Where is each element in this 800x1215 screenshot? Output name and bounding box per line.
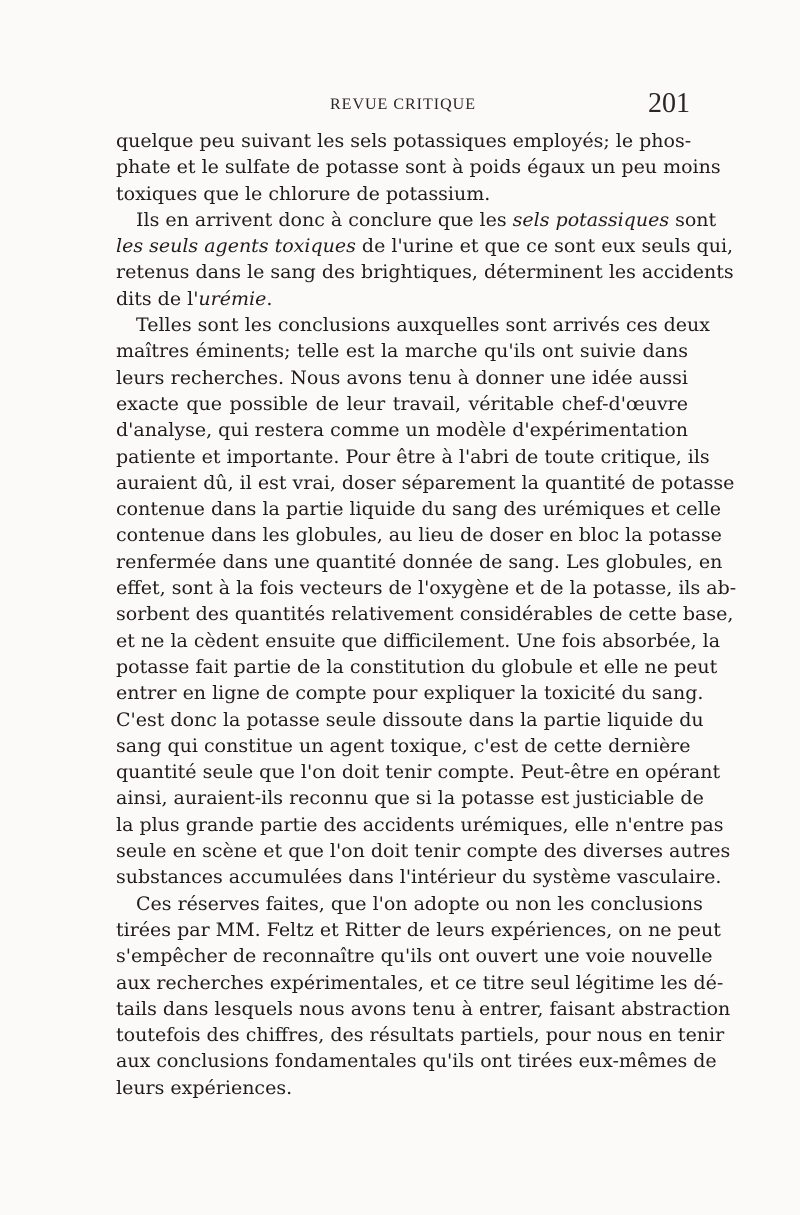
text-line: quantité seule que l'on doit tenir compte. Peut-être en opérant [116,761,721,784]
text-line: effet, sont à la fois vecteurs de l'oxygène et de la potasse, ils ab- [116,577,737,600]
text-line: les seuls agents toxiques de l'urine et que ce sont eux seuls qui, [116,235,734,258]
text-line: Telles sont les conclusions auxquelles sont arrivés ces deux [136,314,710,337]
text-line: sang qui constitue un agent toxique, c'est de cette dernière [116,734,691,757]
text-line: leurs expériences. [116,1076,293,1099]
text-line: tails dans lesquels nous avons tenu à entrer, faisant abstraction [116,997,731,1020]
text-line: entrer en ligne de compte pour expliquer la toxicité du sang. [116,682,704,705]
text-line: retenus dans le sang des brightiques, déterminent les accidents [116,261,734,284]
text-line: renfermée dans une quantité donnée de sang. Les globules, en [116,550,723,573]
page-number: 201 [648,88,690,119]
italic-phrase: les seuls agents toxiques [116,235,356,258]
text-line: patiente et importante. Pour être à l'abri de toute critique, ils [116,445,710,468]
text-line: ainsi, auraient-ils reconnu que si la potasse est justiciable de [116,787,704,810]
text-line: contenue dans les globules, au lieu de doser en bloc la potasse [116,524,722,547]
text-line: d'analyse, qui restera comme un modèle d'expérimentation [116,419,688,442]
text-line: contenue dans la partie liquide du sang des urémiques et celle [116,498,722,521]
text-line: dits de l'urémie. [116,287,273,310]
text-line: leurs recherches. Nous avons tenu à donner une idée aussi [116,366,688,389]
text-line: la plus grande partie des accidents urémiques, elle n'entre pas [116,813,724,836]
text-line: et ne la cèdent ensuite que difficilement. Une fois absorbée, la [116,629,721,652]
text-line: C'est donc la potasse seule dissoute dans la partie liquide du [116,708,704,731]
text-line: auraient dû, il est vrai, doser séparement la quantité de potasse [116,471,735,494]
text-line: phate et le sulfate de potasse sont à poids égaux un peu moins [116,156,721,179]
text-line: s'empêcher de reconnaître qu'ils ont ouvert une voie nouvelle [116,945,713,968]
text-line: substances accumulées dans l'intérieur du système vasculaire. [116,866,722,889]
text-line: Ces réserves faites, que l'on adopte ou non les conclusions [136,892,703,915]
text-line: quelque peu suivant les sels potassiques employés; le phos- [116,130,692,152]
text-line: tirées par MM. Feltz et Ritter de leurs expériences, on ne peut [116,918,721,941]
text-line: sorbent des quantités relativement considérables de cette base, [116,603,734,626]
text-line: Ils en arrivent donc à conclure que les sels potassiques sont [136,208,717,231]
italic-phrase: sels potassiques [512,208,670,231]
text-line: aux recherches expérimentales, et ce titre seul légitime les dé- [116,971,724,994]
text-line: aux conclusions fondamentales qu'ils ont tirées eux-mêmes de [116,1050,717,1073]
text-line: exacte que possible de leur travail, véritable chef-d'œuvre [116,392,688,415]
running-head: REVUE CRITIQUE [330,96,476,113]
text-line: maîtres éminents; telle est la marche qu'ils ont suivie dans [116,340,688,363]
italic-phrase: urémie [198,287,267,310]
body-text [116,128,737,1101]
text-line: potasse fait partie de la constitution du globule et elle ne peut [116,655,718,678]
text-line: toutefois des chiffres, des résultats partiels, pour nous en tenir [116,1024,725,1047]
text-line: seule en scène et que l'on doit tenir compte des diverses autres [116,840,731,863]
text-line: toxiques que le chlorure de potassium. [116,182,491,205]
